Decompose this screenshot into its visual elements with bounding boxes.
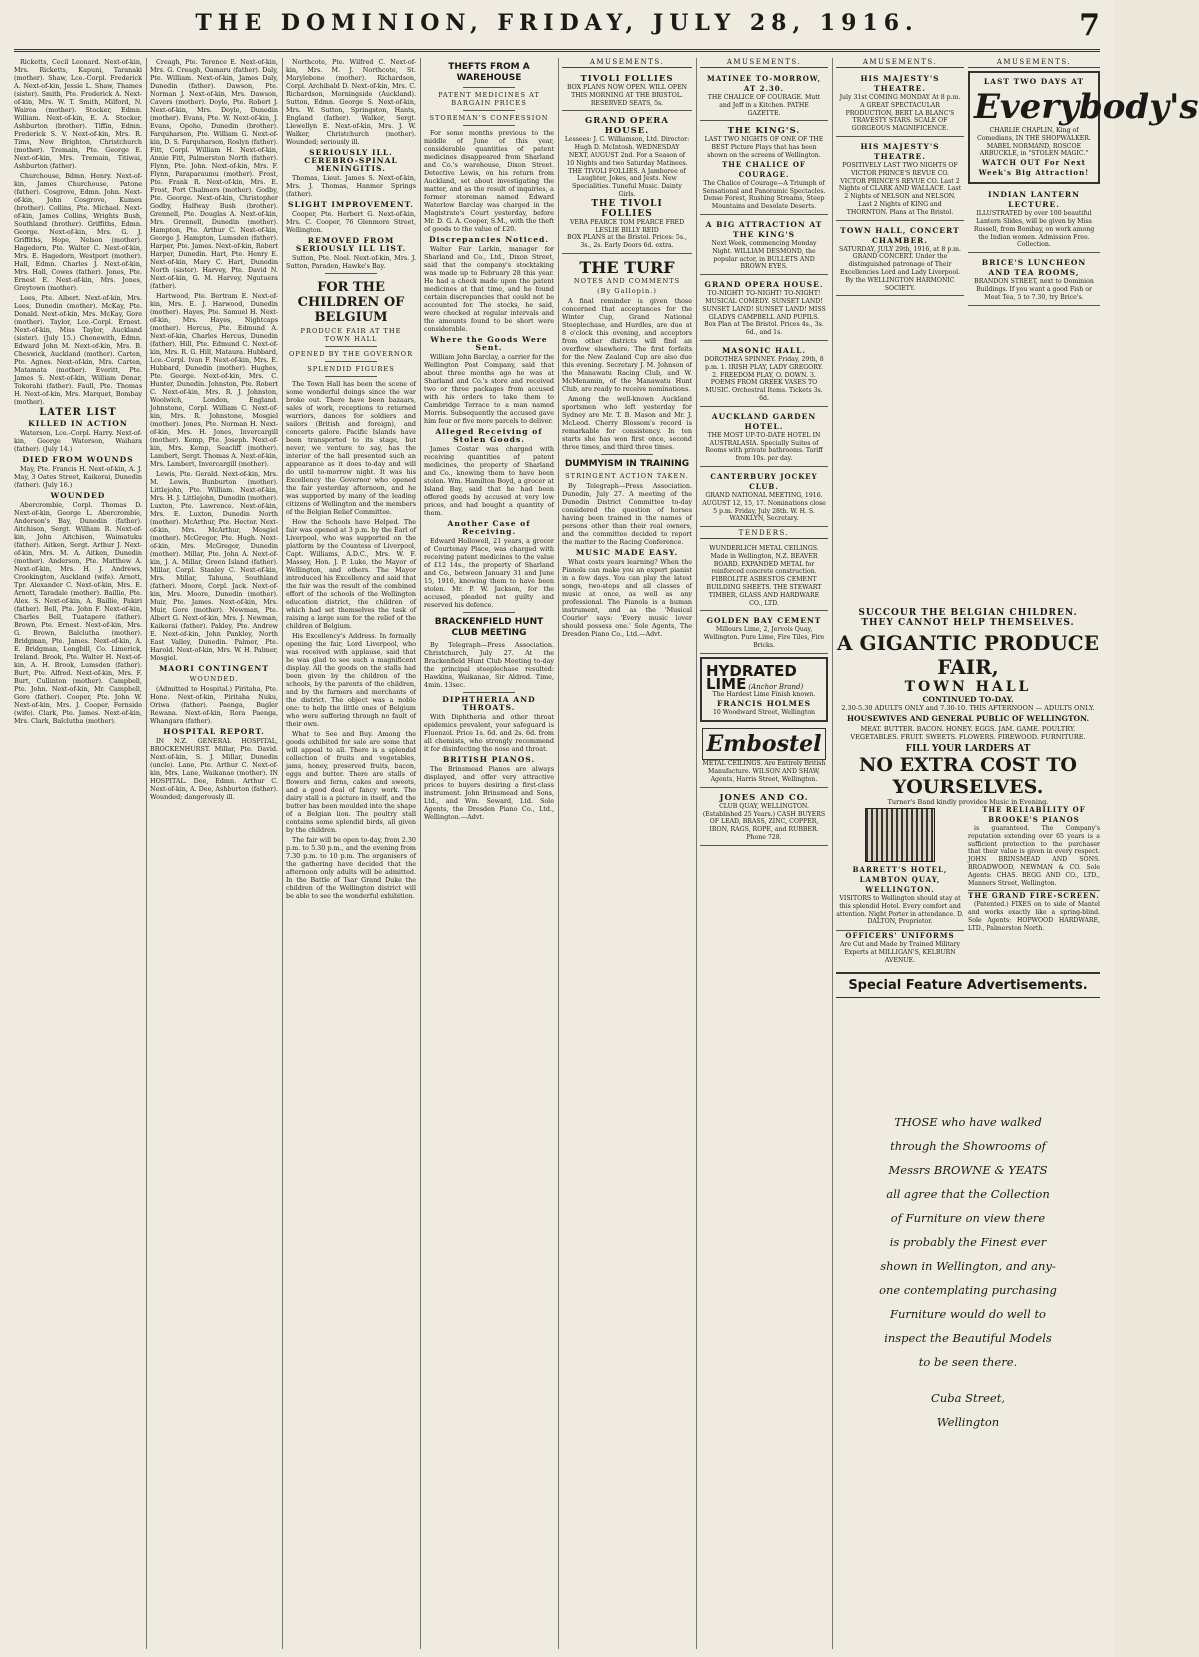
ad-body: Millours Lime, 2, Jervois Quay, Wellington. Pure Lime, Fire Tiles, Fire Bricks. <box>703 626 825 650</box>
maori-text: (Admitted to Hospital.) Piritaha, Pte. Hone. Next-of-kin, Piritaha Nuku, Oriwa (father). Paenga, Bugler Rewana. Next-of-kin, Rora Paenga, Whangara (father). <box>150 685 278 725</box>
masthead <box>14 8 1100 52</box>
divider <box>325 361 377 362</box>
ad-body: Lessees: J. C. Williamson, Ltd. Director: Hugh D. McIntosh. WEDNESDAY NEXT, AUGUST 2nd. For a Season of 10 Nights and two Saturday Matinees. THE TIVOLI FOLLIES. A Jamboree of Laughter, Jokes, and Jests. New Specialities. Tuneful Music. Dainty Girls. <box>564 136 690 198</box>
casualty-text: Ricketts, Cecil Leonard. Next-of-kin, Mrs. Ricketts, Kapuni, Taranaki (mother). Shaw, Lce.-Corpl. Frederick A. Next-of-kin, Jessie L. Shaw, Thames (sister). Smith, Pte. Frederick A. Next-of-kin, Mrs. W. T. Smith, Milford, N. Wairoa (mother). Stocker, Edmn. William. Next-of-kin, E. A. Stocker, Ashburton (brother). Tiffin, Edmn. Frederick S. V. Next-of-kin, Mrs. R. Tims, New Brighton, Christchurch (mother). Tremain, Pte. George E. Next-of-kin, Mrs. Tremain, Titiwai, Ashburton (father). <box>14 58 142 170</box>
ad-body: THE MOST UP-TO-DATE HOTEL IN AUSTRALASIA. Specially Suites of Rooms with private bathrooms. Tariff from 10s. per day. <box>705 431 823 463</box>
turf-paragraph: A final reminder is given those concerned that acceptances for the Winter Cup, Grand National Steeplechase, and Hurdles, are due at 8 o'clock this evening, and acceptors from other districts will find an overflow elsewhere. The first forfeits for the New Zealand Cup are also due this evening. Secretary J. M. Johnson of the Manawatu Racing Club, and W. McMenamin, of the Manawatu Hunt Club, are ready to receive nominations. <box>562 296 692 393</box>
tenders-heading: TENDERS. <box>700 529 828 539</box>
ad-line: one contemplating purchasing <box>879 1283 1057 1297</box>
column-thefts-article <box>424 58 554 1649</box>
hunt-headline: BRACKENFIELD HUNT CLUB MEETING <box>434 617 544 638</box>
ad-brand: (Anchor Brand) <box>748 682 804 691</box>
column-ads-2 <box>836 58 964 603</box>
ad-body: BOX PLANS NOW OPEN. WILL OPEN THIS MORNING AT THE BRISTOL. RESERVED SEATS, 5s. <box>566 84 688 107</box>
hotel-illustration <box>865 808 935 862</box>
everybodys-logo: Everybody's <box>974 87 1199 127</box>
serious-heading: SERIOUSLY ILL. CEREBRO-SPINAL MENINGITIS. <box>304 148 398 173</box>
ad-body: WUNDERLICH METAL CEILINGS. Made in Wellington, N.Z. BEAVER BOARD. EXPANDED METAL for reinforced concrete construction. FIBROLITE ASBESTOS CEMENT BUILDING SHEETS. THE STEWART TIMBER, GLASS AND HARDWARE CO., LTD. <box>706 545 822 607</box>
ad-title: TOWN HALL, CONCERT CHAMBER. <box>840 225 960 245</box>
ad-body: July 31st COMING MONDAY At 8 p.m. A GREAT SPECTACULAR PRODUCTION, BERT LA BLANC'S TRAVESTY STARS. SCALE OF GORGEOUS MAGNIFICENCE. <box>839 94 961 133</box>
column-ads-1 <box>700 58 828 1649</box>
ad-line: THOSE who have walked <box>894 1115 1042 1129</box>
ad-subline: CONTINUED TO-DAY. <box>922 695 1014 704</box>
his-majestys-ad <box>836 71 964 137</box>
ad-title: BARRETT'S HOTEL, LAMBTON QUAY, WELLINGTON. <box>852 865 948 894</box>
browne-yeats-ad <box>846 1110 1090 1434</box>
divider <box>463 692 515 693</box>
ad-callout: FILL YOUR LARDERS AT <box>905 744 1031 754</box>
uniforms-ad <box>836 930 964 962</box>
ad-body: The Hardest Lime Finish known. <box>712 690 816 698</box>
casualty-text: Lees, Pte. Albert. Next-of-kin, Mrs. Lees, Dunedin (mother). McKay, Pte. Donald. Next-of-kin, Mrs. McKay, Gore (mother). Taylor, Lce.-Corpl. Ernest. Next-of-kin, Miss Taylor, Auckland (sister). (July 15.) Chenewith, Edmn. Edward John M. Next-of-kin, Mrs. B. Cheswick, Auckland (mother). Carten, Pte. Agnes. Next-of-kin, Mrs. Carten, Matamata (mother). Everitt, Pte. James S. Next-of-kin, William Denar, Tokorahi (father). Faull, Pte. Thomas H. Next-of-kin, Mrs. Marquet, Bombay (mother). <box>14 294 142 406</box>
article-paragraph: The fair will be open to-day, from 2.30 p.m. to 5.30 p.m., and the evening from 7.30 p.m. to 10 p.m. The organisers of the gathering have decided that the afternoon only adults will be admitted. In the Battle of Tsar Grand Duke the children of the Wellington district will be able to see the wonderful exhibition. <box>286 836 416 900</box>
divider <box>325 346 377 347</box>
ad-body: POSITIVELY LAST TWO NIGHTS OF VICTOR PRINCE'S REVUE CO. VICTOR PRINCE'S REVUE CO. Last 2 Nights of CLARK AND WALLACE. Last 2 Nights of NELSON and NELSON. Last 2 Nights of KING and THORNTON. Plans at The Bristol. <box>838 161 962 216</box>
ad-title: GRAND OPERA HOUSE. <box>585 116 669 137</box>
column-ads-3 <box>968 58 1199 603</box>
dummyism-paragraph: By Telegraph—Press Association. Dunedin, July 27. A meeting of the Dunedin District Committee to-day considered the question of horses having been trained in the names of persons other than their real owners, and the committee decided to report the matter to the Racing Conference. <box>562 481 692 546</box>
column-casualties-2 <box>150 58 278 1649</box>
ad-title: A BIG ATTRACTION AT THE KING'S <box>705 219 823 239</box>
ad-title: THE GRAND FIRE-SCREEN. <box>968 891 1100 901</box>
ad-title: MASONIC HALL. <box>721 345 807 355</box>
ad-title: JONES AND CO. <box>719 792 809 803</box>
dummyism-headline: DUMMYISM IN TRAINING <box>564 458 690 469</box>
ad-title: TIVOLI FOLLIES <box>580 74 674 84</box>
article-subheading: OPENED BY THE GOVERNOR <box>288 350 414 358</box>
ad-body: CHARLIE CHAPLIN, King of Comedians, IN THE SHOPWALKER. <box>977 127 1091 142</box>
luncheon-ad <box>968 255 1100 305</box>
ad-body: LAST TWO NIGHTS OF ONE OF THE BEST Picture Plays that has been shown on the screens of Wellington. <box>704 136 824 159</box>
ad-goods: MEAT. BUTTER. BACON. HONEY. EGGS. JAM. GAME. POULTRY. VEGETABLES. FRUIT. SWEETS. FLOWERS. FIREWOOD. FURNITURE. <box>850 725 1086 741</box>
column-casualties-1 <box>14 58 142 1649</box>
column-rule <box>282 58 283 1649</box>
ad-body: METAL CEILINGS. Are Entirely British Manufacture. WILSON AND SHAW, Agents, Harris Street, Wellington. <box>702 760 826 784</box>
ad-slogan: NO EXTRA COST TO YOURSELVES. <box>859 754 1077 798</box>
article-paragraph: His Excellency's Address. In formally opening the fair, Lord Liverpool, who was received with applause, said that he was glad to see such a magnificent display. All the goods on the stalls had been given by the children of the schools, by the parents of the children, and by the farmers and merchants of the district. The object was a noble one: to help the little ones of Belgium who were suffering through no fault of their own. <box>286 632 416 728</box>
ad-line: of Furniture on view there <box>890 1211 1046 1225</box>
maori-heading: MAORI CONTINGENT <box>158 664 270 673</box>
article-paragraph: What to See and Buy. Among the goods exhibited for sale are some that will appeal to all. There is a splendid collection of fruits and vegetables, jams, honey, preserved fruits, bacon, eggs and butter. There are stalls of flowers and ferns, cakes and sweets, and a good deal of fancy work. The dairy stall is a picture in itself, and the butter has been moulded into the shape of a Belgian lion. The poultry stall contains some splendid birds, all given by the children. <box>286 730 416 834</box>
ad-headline: A GIGANTIC PRODUCE FAIR, <box>837 631 1099 679</box>
ad-body: (Patented.) FIXES on to side of Mantel and works exactly like a spring-blind. Sole Agents: HOPWOOD HARDWARE, LTD., Palmerston North. <box>968 901 1100 932</box>
casualty-text: Lewis, Pte. Gerald. Next-of-kin, Mrs. M. Lewis, Bunburton (mother). Littlejohn, Pte. William. Next-of-kin, Mrs. H. J. Littlejohn, Dunedin (mother). Luxton, Pte. Lawrence. Next-of-kin, Mrs. E. Luxton, Dunedin North (mother). McArthur, Pte. Hector. Next-of-kin, Mrs. McArthur, Mosgiel (mother). McGregor, Pte. Hugh. Next-of-kin, Mrs. McGregor, Dunedin (mother). Millar, Pte. John A. Next-of-kin, J. A. Millar, Green Island (father). Millar, Corpl. Stanley C. Next-of-kin, Mrs. Millar, Tahuna, Southland (father). Moore, Corpl. Jack. Next-of-kin, Mrs. Moore, Dunedin (mother). Muir, Pte. James. Next-of-kin, Mrs. Muir, Gore (mother). Newman, Pte. Albert G. Next-of-kin, Mrs. J. Newman, Kaikorai (father). Pakley, Pte. Andrew E. Next-of-kin, John Pankley, North East Valley, Dunedin. Palmer, Pte. Harold. Next-of-kin, Mrs. W. H. Palmer, Mosgiel. <box>150 470 278 662</box>
ad-title: BRICE'S LUNCHEON AND TEA ROOMS, <box>981 258 1087 278</box>
died-heading: DIED FROM WOUNDS <box>22 455 134 464</box>
later-list-heading: LATER LIST <box>39 407 117 418</box>
amusements-heading: AMUSEMENTS. <box>836 58 964 68</box>
wounded-heading: WOUNDED <box>50 491 106 500</box>
ad-title: LAST TWO DAYS AT <box>983 77 1085 86</box>
ad-line: through the Showrooms of <box>890 1139 1046 1153</box>
ad-title: THE KING'S. <box>727 126 801 137</box>
article-headline: FOR THE CHILDREN OF BELGIUM <box>297 280 405 325</box>
ad-body: BRANDON STREET, next to Dominion Buildings. If you want a good Fish or Meat Tea, 5 to 7.30, try Brice's. <box>974 278 1094 301</box>
killed-text: Waterson, Lce.-Corpl. Harry. Next-of-kin, George Waterson, Waihara (father). (July 14.) <box>14 429 142 453</box>
diphtheria-text: With Diphtheria and other throat epidemics prevalent, your safeguard is Fluenzol. Price 1s. 6d. and 2s. 6d. from all chemists, who strongly recommend it for disinfecting the nose and throat. <box>424 713 554 753</box>
divider <box>463 612 515 613</box>
ad-body: MABEL NORMAND, ROSCOE ARBUCKLE, in "STOLEN MAGIC." <box>979 142 1089 158</box>
ad-line: Furniture would do well to <box>890 1307 1046 1321</box>
casualty-text: Churchouse, Bdmn. Henry. Next-of-kin, James Churchouse, Patone (father). Cosgrove, Edmn. John. Next-of-kin, John Cosgrove, Kumeu (brother). Collins, Pte. Michael. Next-of-kin, James Collins, Wrights Bush, Southland (brother). Griffiths, Edmn. George. Next-of-kin, Mrs. G. J. Griffiths, Hope, Nelson (mother). Hagedorn, Pte. Walter C. Next-of-kin, Mrs. E. Hagedorn, Westport (mother). Hall, Edmn. Charles J. Next-of-kin, Mrs. Hall, Cowes (father). Jones, Pte. Ernest E. Next-of-kin, Mrs. Jones, Greytown (mother). <box>14 172 142 292</box>
ad-body: SATURDAY, JULY 29th, 1916, at 8 p.m. GRAND CONCERT. Under the distinguished patronage of Their Excellencies Lord and Lady Liverpool. By the WELLINGTON HARMONIC SOCIETY. <box>839 245 961 292</box>
ad-body: GRAND NATIONAL MEETING, 1916. AUGUST 12, 15, 17. Nominations close 5 p.m. Friday, July 28th. W. H. S. WANKLYN, Secretary. <box>702 491 826 523</box>
article-subheading: PRODUCE FAIR AT THE TOWN HALL <box>300 327 402 343</box>
special-feature-heading <box>836 972 1100 998</box>
page-number: 7 <box>1079 8 1100 43</box>
pianos-column <box>968 805 1100 965</box>
his-majestys-revue-ad <box>836 139 964 221</box>
turf-paragraph: Among the well-known Auckland sportsmen who left yesterday for Sydney are Mr. T. B. Mason and Mr. J. McLeod. Cherry Blossom's record is remarkable for consistency. In ten starts she has won first once, second three times, and third three times. <box>562 394 692 451</box>
matinee-ad <box>700 71 828 121</box>
jockey-club-ad <box>700 469 828 527</box>
ad-title: MATINEE TO-MORROW, AT 2.30. <box>706 74 822 93</box>
dummyism-subheading: STRINGENT ACTION TAKEN. <box>565 471 689 480</box>
ad-logo: Embostel <box>702 728 826 760</box>
ad-address: 10 Woodward Street, Wellington <box>712 708 816 716</box>
town-hall-concert-ad <box>836 223 964 297</box>
hospital-text: IN N.Z. GENERAL HOSPITAL, BROCKENHURST. Millar, Pte. David. Next-of-kin, S. J. Millar, Dunedin (uncle). Lane, Pte. Arthur C. Next-of-kin, Mrs. Lane, Waikanae (mother). IN HOSPITAL. Dee, Edmn. Arthur C. Next-of-kin, A. Dee, Ashburton (father). Wounded; dangerously ill. <box>150 737 278 801</box>
masthead-title: THE DOMINION, FRIDAY, JULY 28, 1916. <box>195 10 919 36</box>
hydrated-lime-ad <box>700 657 828 723</box>
ad-title: AUCKLAND GARDEN HOTEL. <box>711 411 817 431</box>
diphtheria-heading: DIPHTHERIA AND THROATS. <box>442 695 536 712</box>
special-feature-title: Special Feature Advertisements. <box>848 978 1088 993</box>
casualty-text: Creagh, Pte. Terence E. Next-of-kin, Mrs. G. Creagh, Oamaru (father). Daly, Pte. William. Next-of-kin, James Daly, Dunedin (father). Dawson, Pte. Norman J. Next-of-kin, Mrs. Dawson, Cavers (mother). Doyle, Pte. Robert J. Next-of-kin, Mrs. Doyle, Dunedin (mother). Evans, Pte. W. Next-of-kin, J. Evans, Opoho, Dunedin (brother). Farquharson, Pte. William G. Next-of-kin, D. S. Farquharson, Roslyn (father). Fitt, Corpl. William H. Next-of-kin, Annie Fitt, Palmerston North (father). Flynn, Pte. John. Next-of-kin, Mrs. F. Flynn, Paraparaumu (mother). Frost, Pte. Frank R. Next-of-kin, Mrs. E. Frost, Port Chalmers (mother). Godby, Pte. George. Next-of-kin, Christopher Godby, Halfway Bush (brother). Grennell, Pte. Douglas A. Next-of-kin, Mrs. Grennell, Dunedin (mother). Hampton, Pte. Arthur C. Next-of-kin, George J. Hampton, Lumsden (father). Harper, Pte. James. Next-of-kin, Robert Harper, Dunedin. Hart, Pte. Henry E. Next-of-kin, Mary C. Hart, Dunedin North (sister). Harvey, Pte. David N. Next-of-kin, G. M. Harvey, Ngutuera (father). <box>150 58 278 290</box>
pianos-heading: BRITISH PIANOS. <box>442 755 536 764</box>
masonic-ad <box>700 343 828 407</box>
ad-body: TO-NIGHT! TO-NIGHT! TO-NIGHT! MUSICAL COMEDY. SUNSET LAND! SUNSET LAND! SUNSET LAND! MISS GLADYS CAMPBELL AND PUPILS. Box Plan at The Bristol. Prices 4s., 3s. 6d., and 1s. <box>702 290 826 337</box>
divider <box>601 454 653 455</box>
pianos-text: The Brinsmead Pianos are always displayed, and offer very attractive prices to buyers desiring a first-class instrument. John Brinsmead and Sons, Ltd., and Wm. Seward, Ltd. Sole Agents, the Dresden Piano Co., Ltd., Wellington.—Advt. <box>424 765 554 821</box>
ad-title: GOLDEN BAY CEMENT <box>706 616 822 626</box>
article-subheading: SPLENDID FIGURES <box>307 365 395 373</box>
ad-address: Wellington <box>936 1415 1000 1429</box>
divider <box>463 110 515 111</box>
section-heading: Another Case of Receiving. <box>447 519 531 536</box>
kings-ad <box>700 123 828 215</box>
ad-footer: Turner's Band kindly provides Music in Evening. <box>887 798 1049 806</box>
amusements-heading: AMUSEMENTS. <box>700 58 828 68</box>
turf-subheading: NOTES AND COMMENTS <box>573 276 681 285</box>
garden-hotel-ad <box>700 409 828 467</box>
article-paragraph: Edward Hollowell, 21 years, a grocer of Courtenay Place, was charged with receiving patent medicines to the value of £12 14s., the property of Sharland and Co., between January 31 and June 15, 1916, knowing them to have been stolen. Mr. P. W. Jackson, for the accused, pleaded not guilty and reserved his defence. <box>424 537 554 609</box>
ad-venue: TOWN HALL <box>904 679 1032 695</box>
column-rule <box>696 58 697 1649</box>
ad-body: THE CHALICE OF COURAGE. Mutt and Jeff in a Kitchen. PATHE GAZETTE. <box>707 94 821 117</box>
article-headline: THEFTS FROM A WAREHOUSE <box>448 62 530 83</box>
column-belgium-article <box>286 58 416 1649</box>
ad-body: is guaranteed. The Company's reputation extending over 65 years is a sufficient protection to the purchaser that their value is given in every respect. JOHN BRINSMEAD AND SONS. BROADWOOD, NEWMAN & CO. Sole Agents: CHAS. BEGG AND CO., LTD., Manners Street, Wellington. <box>968 825 1100 887</box>
ad-title: THE RELIABILITY OF BROOKE'S PIANOS <box>982 805 1086 824</box>
ad-line: is probably the Finest ever <box>889 1235 1047 1249</box>
ad-body: Next Week, commencing Monday Night. WILLIAM DESMOND, the popular actor, in BULLETS AND BROWN EYES. <box>711 239 817 271</box>
section-heading: Alleged Receiving of Stolen Goods. <box>435 427 543 444</box>
amusements-heading: AMUSEMENTS. <box>562 58 692 68</box>
article-subheading: STOREMAN'S CONFESSION <box>429 114 549 122</box>
ad-heading: THEY CANNOT HELP THEMSELVES. <box>861 618 1075 628</box>
ad-body: VISITORS to Wellington should stay at this splendid Hotel. Every comfort and attention. Night Porter in attendance. D. DALTON, Proprietor. <box>836 895 964 926</box>
ad-feature: THE TIVOLI FOLLIES <box>591 198 663 219</box>
column-rule <box>146 58 147 1649</box>
ad-title: HYDRATED <box>706 661 797 680</box>
removed-text: Sutton, Pte. Noel. Next-of-kin, Mrs. J. Sutton, Paraden, Hawke's Bay. <box>286 254 416 270</box>
grand-opera-ad <box>700 277 828 341</box>
produce-fair-ad <box>836 608 1100 806</box>
article-paragraph: William John Barclay, a carrier for the Wellington Post Company, said that about three months ago he was at Sharland and Co.'s store and received two or three packages from accused with his orders to take them to Cambridge Terrace to a man named Morris. Subsequently the accused gave him four or five more parcels to deliver. <box>424 353 554 425</box>
divider <box>463 125 515 126</box>
grand-opera-ad <box>562 113 692 254</box>
ad-body: Are Cut and Made by Trained Military Experts at MILLIGAN'S, KELBURN AVENUE. <box>839 941 961 964</box>
ad-line: shown in Wellington, and any- <box>880 1259 1056 1273</box>
ad-title: GRAND OPERA HOUSE. <box>704 280 824 290</box>
removed-heading: REMOVED FROM SERIOUSLY ILL LIST. <box>295 236 407 253</box>
column-rule <box>558 58 559 1649</box>
jones-ad <box>700 790 828 846</box>
ad-cast: VERA PEARCE TOM PEARCE FRED LESLIE BILLY REID <box>569 218 685 234</box>
ad-heading: SUCCOUR THE BELGIAN CHILDREN. <box>858 608 1078 618</box>
serious-text: Thomas, Lieut. James S. Next-of-kin, Mrs. J. Thomas, Hanmer Springs (father). <box>286 174 416 198</box>
divider <box>325 376 377 377</box>
ad-line: inspect the Beautiful Models <box>884 1331 1052 1345</box>
tivoli-ad <box>562 71 692 111</box>
column-rule <box>832 58 833 1649</box>
slight-heading: SLIGHT IMPROVEMENT. <box>288 200 414 209</box>
article-subheading: PATENT MEDICINES AT BARGAIN PRICES <box>438 91 540 107</box>
column-rule <box>420 58 421 1649</box>
embostel-ad <box>700 725 828 787</box>
ad-body: DOROTHEA SPINNEY. Friday, 29th, 8 p.m. 1. IRISH PLAY, LADY GREGORY. 2. FREEDOM PLAY, O. DOWN. 3. POEMS FROM GREEK VASES TO MUSIC. Orchestral Items. Tickets 3s. 6d. <box>704 355 824 402</box>
golden-bay-ad <box>700 613 828 653</box>
hotel-column <box>836 805 964 925</box>
ad-audience: HOUSEWIVES AND GENERAL PUBLIC OF WELLINGTON. <box>846 714 1090 723</box>
music-paragraph: What costs years learning? When the Pianola can make you an expert pianist in a few days. You can play the latest songs, two-steps and all classes of music at once, as well as any professional. The Pianola is a human instrument, and as the 'Musical Courier' says: 'Every music lover should possess one.' Sole Agents, The Dresden Piano Co., Ltd.—Advt. <box>562 557 692 638</box>
section-heading: Where the Goods Were Sent. <box>430 335 548 352</box>
ad-plans: BOX PLANS at the Bristol. Prices: 5s., 3s., 2s. Early Doors 6d. extra. <box>567 234 687 250</box>
turf-headline: THE TURF <box>579 257 675 277</box>
ad-line: all agree that the Collection <box>886 1187 1050 1201</box>
ad-agent: FRANCIS HOLMES <box>716 698 812 708</box>
column-amusements-turf <box>562 58 692 1649</box>
ad-title: CANTERBURY JOCKEY CLUB. <box>710 471 818 491</box>
ad-feature: THE CHALICE OF COURAGE. <box>722 159 806 179</box>
amusements-heading: AMUSEMENTS. <box>968 58 1100 68</box>
ad-body: CLUB QUAY, WELLINGTON. (Established 25 Years.) CASH BUYERS OF LEAD, BRASS, ZINC, COPPER, IRON, RAGS, ROPE, and RUBBER. Phone 728. <box>702 802 826 842</box>
article-paragraph: Walter Fair Larkin, manager for Sharland and Co., Ltd., Dixon Street, said that the company's stocktaking was made up to February 28 this year. He had a check made upon the patent medicines at that time, and he found certain discrepancies that could not be accounted for. The stocks, he said, were checked at regular intervals and the amounts found to be short were considerable. <box>424 245 554 333</box>
ad-footer: WATCH OUT For Next Week's Big Attraction! <box>978 158 1090 178</box>
wounded-text: Abercrombie, Corpl. Thomas D. Next-of-kin, George L. Abercrombie, Anderson's Bay, Dunedin (father). Aitchison, Sergt. William R. Next-of-kin, John Aitchison, Waimatuku (father). Aitken, Sergt. Arthur J. Next-of-kin, Mrs. M. A. Aitken, Dunedin (mother). Anderson, Pte. Matthew A. Next-of-kin, Mrs. H. J. Andrews, Crookington, Auckland (wife). Arnott, Tpr. Alexander C. Next-of-kin, Mrs. E. Arnott, Taradale (mother). Baillie, Pte. Alex. S. Next-of-kin, A. Baillie, Pakiri (father). Bell, Pte. John F. Next-of-kin, Charles Bell, Tuatapere (father). Brown, Pte. Ernest. Next-of-kin, Mrs. G. Brown, Balclutha (mother). Bridgman, Pte. James. Next-of-kin, A. E. Bridgman, Longbill, Co. Limerick, Ireland. Brook, Pte. Walter H. Next-of-kin, A. H. Brook, Lumsden (father). Burt, Pte. Alfred. Next-of-kin, Mrs. F. Burt, Cullinton (mother). Campbell, Pte. John. Next-of-kin, Mr. Campbell, Gore (father). Cooper, Pte. John W. Next-of-kin, Mrs. J. Cooper, Fernside (wife). Clark, Pte. James. Next-of-kin, Mrs. Clark, Balclutha (mother). <box>14 501 142 725</box>
hunt-text: By Telegraph—Press Association. Christchurch, July 27. At the Brackenfield Hunt Club Meeting to-day the principal steeplechase resulted: Hawkins, Waikanae, Sir Aldred. Time, 4min. 13sec. <box>424 641 554 689</box>
hospital-heading: HOSPITAL REPORT. <box>163 727 265 736</box>
killed-heading: KILLED IN ACTION <box>28 419 128 428</box>
ad-hours: 2.30-5.30 ADULTS ONLY and 7.30-10. THIS AFTERNOON — ADULTS ONLY. <box>841 704 1095 712</box>
ad-body: The Chalice of Courage—A Triumph of Sensational and Panoramic Spectacles. Dense Forest, Rushing Streams, Steep Mountains and Desolate Deserts. <box>702 179 826 211</box>
ad-line: Messrs BROWNE & YEATS <box>888 1163 1048 1177</box>
section-heading: Discrepancies Noticed. <box>428 235 550 244</box>
divider <box>325 273 377 274</box>
article-paragraph: How the Schools have Helped. The fair was opened at 3 p.m. by the Earl of Liverpool, who was supported on the platform by the Countess of Liverpool, Capt. Williams, A.D.C., Mrs. W. F. Massey, Hon. J. P. Luke, the Mayor of Wellington, and others. The Mayor introduced his Excellency and said that the fair was the result of the combined effort of the schools of the Wellington education district, the children of which had set themselves the task of raising a large sum for the relief of the children of Belgium. <box>286 518 416 630</box>
everybodys-ad <box>968 71 1199 184</box>
music-heading: MUSIC MADE EASY. <box>575 547 679 557</box>
ad-address: Cuba Street, <box>931 1391 1005 1405</box>
casualty-text: Hartwood, Pte. Bertram E. Next-of-kin, Mrs. E. J. Harwood, Dunedin (mother). Hayes, Pte. Samuel H. Next-of-kin, Mrs. Hayes, Nightcaps (mother). Hercus, Pte. Edmund A. Next-of-kin, Charles Hercus, Dunedin (father). Hill, Pte. Edmund C. Next-of-kin, Mrs. R. G. Hill, Mataura. Hubbard, Lce.-Corpl. Ivan F. Next-of-kin, Mrs. E. Hubbard, Dunedin (mother). Hughes, Pte. George. Next-of-kin, Mrs. C. Hunter, Dunedin. Johnston, Pte. Robert C. Next-of-kin, Mrs. R. J. Johnston, Woolwich, London, England. Johnstone, Corpl. William C. Next-of-kin, Mrs. R. Johnstone, Mosgiel (mother). Jones, Pte. Norman H. Next-of-kin, Mrs. H. Jones, Invercargill (mother). Kemp, Pte. Joseph. Next-of-kin, Mrs. Kemp, Seacliff (mother). Lambert, Sergt. Thomas A. Next-of-kin, Mrs. Lambert, Invercargill (mother). <box>150 292 278 468</box>
article-paragraph: For some months previous to the middle of June of this year, considerable quantities of patent medicines disappeared from Sharland and Co.'s warehouse, Dixon Street. Detective Lewis, on his return from Auckland, set about investigating the matter, and as the result of inquiries, a former storeman named Edward Waterlow Barclay was charged in the Magistrate's Court yesterday, before Mr. D. G. A. Cooper, S.M., with the theft of goods to the value of £20. <box>424 129 554 233</box>
attraction-ad <box>700 217 828 275</box>
turf-byline: (By Gallopin.) <box>597 286 657 295</box>
article-paragraph: James Costar was charged with receiving quantities of patent medicines, the property of Sharland and Co., knowing them to have been stolen. Wm. Hamilton Boyd, a grocer at Island Bay, said that he had been offered goods by accused at very low prices, and had bought a quantity of them. <box>424 445 554 517</box>
ad-title: OFFICERS' UNIFORMS <box>845 931 955 940</box>
metal-ceilings-ad <box>700 542 828 611</box>
slight-text: Cooper, Pte. Herbert G. Next-of-kin, Mrs. C. Cooper, 76 Glenmore Street, Wellington. <box>286 210 416 234</box>
ad-title: HIS MAJESTY'S THEATRE. <box>860 74 940 93</box>
ad-title: INDIAN LANTERN LECTURE. <box>988 190 1080 210</box>
lantern-lecture-ad <box>968 187 1100 253</box>
casualty-text: Northcote, Pte. Wilfred C. Next-of-kin, Mrs. M. J. Northcote, St. Marylebone (mother). Richardson, Corpl. Archibald D. Next-of-kin, Mrs. C. Richardson, Morningside (Auckland). Sutton, Edmn. George S. Next-of-kin, Mrs. W. Sutton, Springston, Hants, England (father). Walker, Sergt. Llewellyn E. Next-of-kin, Mrs. J. W. Walker, Christchurch (mother). Wounded; seriously ill. <box>286 58 416 146</box>
ad-body: ILLUSTRATED by over 100 beautiful Lantern Slides, will be given by Miss Russell, from Bombay, on work among the Indian women. Admission Free. Collection. <box>973 210 1095 249</box>
ad-title: HIS MAJESTY'S THEATRE. <box>860 141 940 161</box>
maori-subheading: WOUNDED. <box>189 675 239 683</box>
ad-title: LIME <box>706 674 747 693</box>
divider <box>463 87 515 88</box>
ad-line: to be seen there. <box>918 1355 1018 1369</box>
article-paragraph: The Town Hall has been the scene of some wonderful doings since the war broke out. There have been bazaars, sales of work, receptions to returned warriors, dances for soldiers and sailors (British and foreign), and concerts galore. Pacific Islands have been transported to its stage, but never, we venture to say, has the interior of the hall presented such an appearance as it does to-day and will do until to-morrow night. It was his Excellency the Governor who opened the fair yesterday afternoon, and he was supported by many of the leading citizens of Wellington and the members of the Belgian Relief Committee. <box>286 380 416 516</box>
died-text: May, Pte. Francis H. Next-of-kin, A. J. May, 3 Oates Street, Kaikorai, Dunedin (father). (July 16.) <box>14 465 142 489</box>
